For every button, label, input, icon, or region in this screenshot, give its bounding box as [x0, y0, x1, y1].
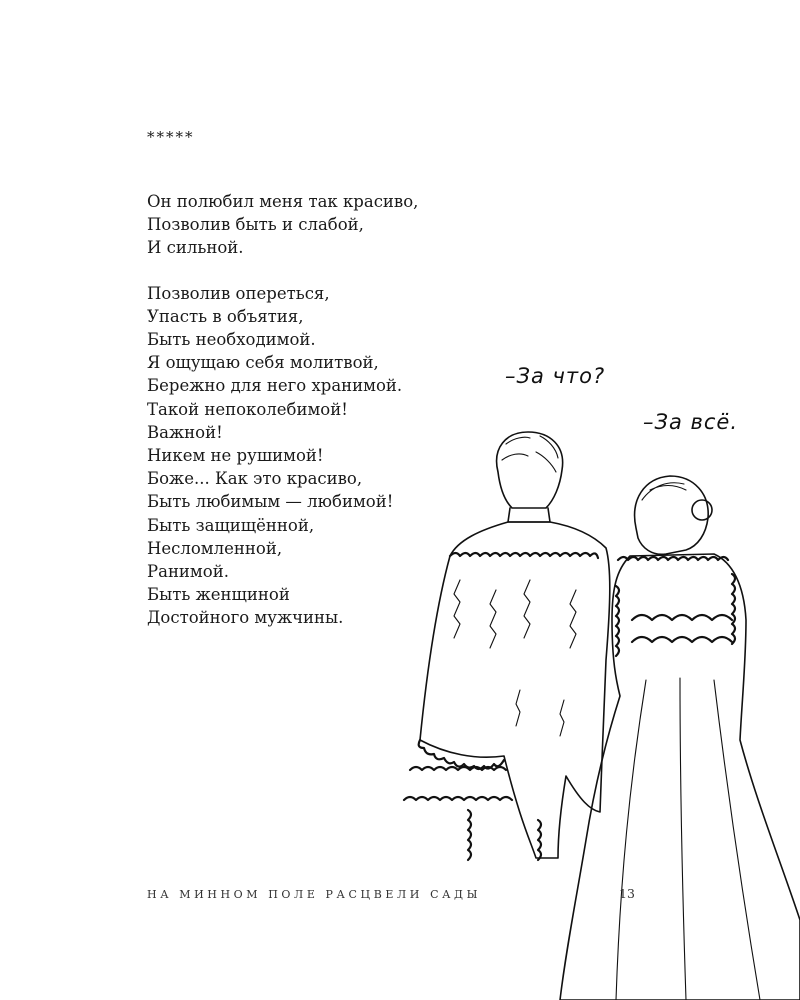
woman-head: [635, 476, 709, 554]
speech-bubble-answer: –За всё.: [643, 410, 739, 434]
poem-line: Важной!: [147, 422, 223, 442]
poem-line: Быть защищённой,: [147, 515, 315, 535]
poem-line: Позволив опереться,: [147, 283, 330, 303]
poem-line: Такой непоколебимой!: [147, 399, 348, 419]
poem-line: Я ощущаю себя молитвой,: [147, 353, 379, 373]
poem-line: Никем не рушимой!: [147, 446, 324, 466]
poem-line: Достойного мужчины.: [147, 608, 344, 628]
poem-line: Позволив быть и слабой,: [147, 215, 364, 235]
woman-dress: [560, 554, 800, 1000]
poem-line: Упасть в объятия,: [147, 306, 304, 326]
running-footer-book-title: НА МИННОМ ПОЛЕ РАСЦВЕЛИ САДЫ: [147, 888, 481, 901]
poem-line: И сильной.: [147, 238, 244, 258]
poem-line: Быть женщиной: [147, 585, 290, 605]
stanza-1: [147, 190, 447, 260]
poem-line: Ранимой.: [147, 562, 229, 582]
poem-line: Боже... Как это красиво,: [147, 469, 363, 489]
woman-hair-bun: [692, 500, 712, 520]
page-number: 13: [619, 886, 635, 901]
couple-sketch-illustration: [380, 360, 800, 1000]
poem-line: Несломленной,: [147, 538, 283, 558]
poem-line: Быть любимым — любимой!: [147, 492, 394, 512]
section-separator: *****: [147, 128, 195, 146]
poem-line: Бережно для него хранимой.: [147, 376, 403, 396]
speech-bubble-question: –За что?: [505, 364, 606, 388]
poem-line: Он полюбил меня так красиво,: [147, 192, 419, 211]
poem-line: Быть необходимой.: [147, 330, 316, 350]
man-coat: [420, 522, 610, 858]
